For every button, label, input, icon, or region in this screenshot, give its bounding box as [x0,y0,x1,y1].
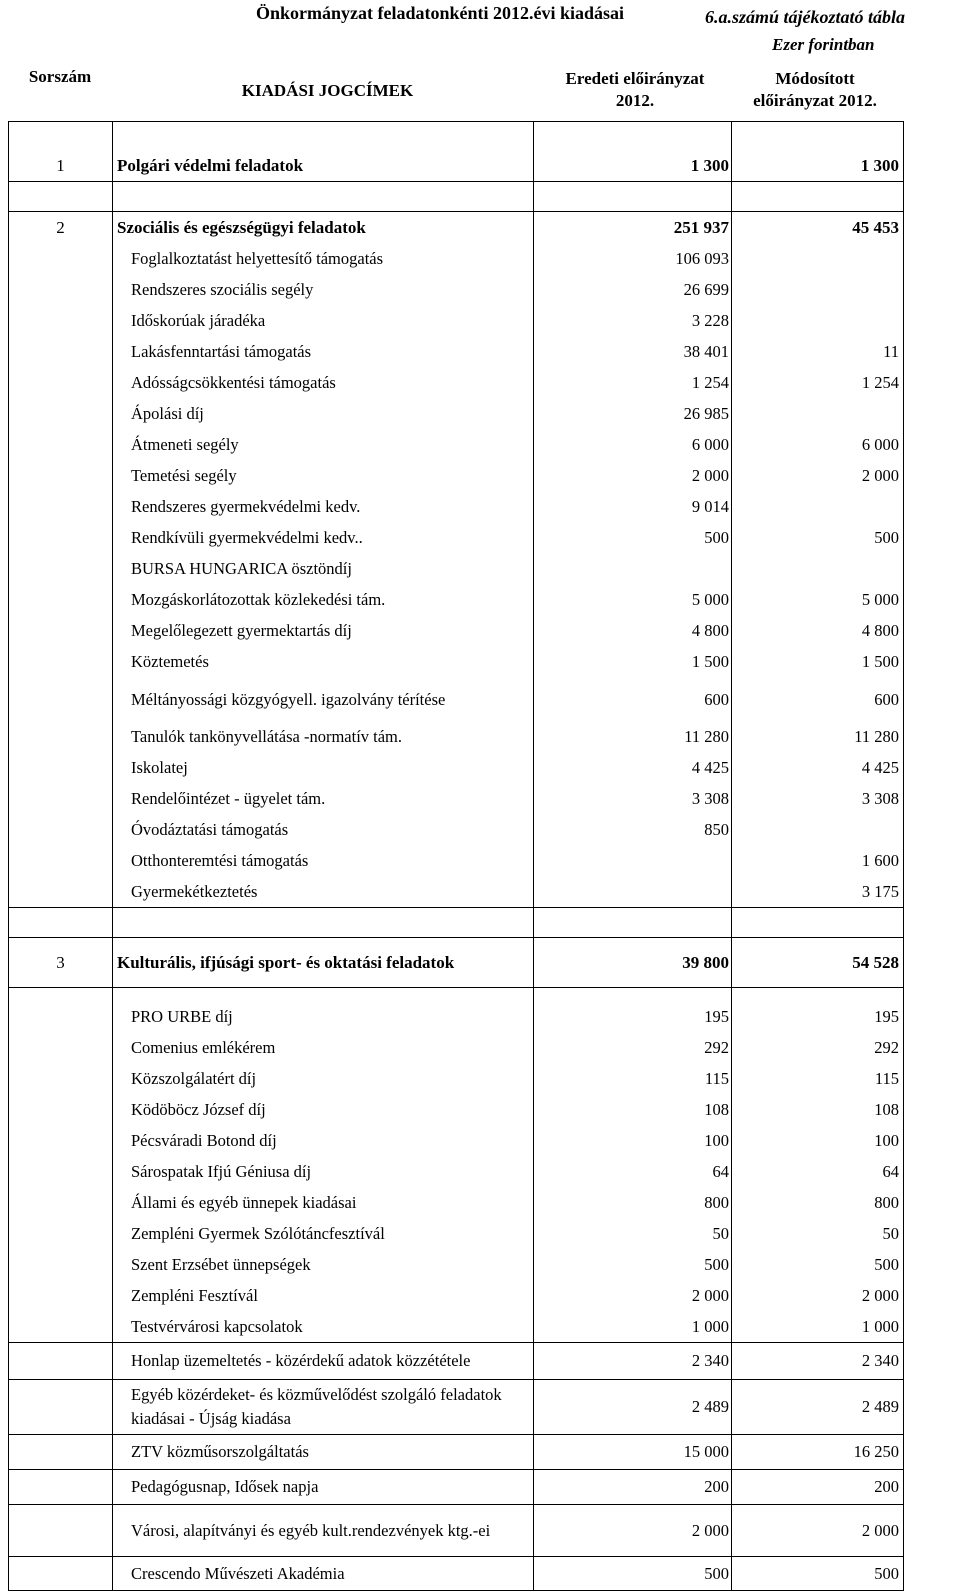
table-row [9,1343,904,1380]
table-row [9,1126,904,1157]
row-original: 3 308 [534,784,732,815]
row-label: Otthonteremtési támogatás [131,851,309,870]
table-row [9,152,904,182]
row-original: 500 [534,1557,732,1591]
table-row [9,585,904,616]
table-row [9,1312,904,1343]
col-header-modified-line2: előirányzat 2012. [753,91,877,110]
table-row [9,306,904,337]
table-row [9,399,904,430]
row-modified: 2 489 [732,1380,904,1435]
row-original: 1 300 [534,152,732,182]
row-original: 26 985 [534,399,732,430]
table-row [9,877,904,908]
row-label: Köztemetés [131,652,209,671]
unit-label: Ezer forintban [772,35,875,54]
row-label: Polgári védelmi feladatok [117,156,304,176]
table-row [9,846,904,877]
row-label: Gyermekétkeztetés [131,881,258,901]
table-row [9,1002,904,1033]
row-modified: 800 [732,1188,904,1219]
row-modified: 11 [732,337,904,368]
expenditure-table [8,121,904,1591]
table-row [9,1095,904,1126]
row-modified: 1 254 [732,368,904,399]
row-label: Crescendo Művészeti Akadémia [113,1557,534,1591]
row-number: 1 [9,152,113,182]
table-row [9,554,904,585]
row-modified: 1 300 [732,152,904,182]
table-row [9,461,904,492]
col-header-original [540,68,730,112]
row-original: 64 [534,1157,732,1188]
row-modified: 108 [732,1095,904,1126]
row-label: Tanulók tankönyvellátása -normatív tám. [131,727,403,746]
row-label: Iskolatej [131,758,188,777]
row-original: 2 000 [534,1281,732,1312]
row-modified [732,554,904,585]
row-original: 26 699 [534,275,732,306]
row-label: Honlap üzemeltetés - közérdekű adatok közzététele [113,1343,534,1380]
col-header-name: KIADÁSI JOGCÍMEK [241,81,414,100]
table-row [9,523,904,554]
table-row [9,1188,904,1219]
row-label: Egyéb közérdeket- és közművelődést szolgáló feladatok kiadásai - Újság kiadása [113,1380,534,1435]
row-original [534,554,732,585]
row-modified: 54 528 [732,938,904,988]
row-original: 108 [534,1095,732,1126]
row-label: Foglalkoztatást helyettesítő támogatás [131,249,384,268]
row-original: 2 489 [534,1380,732,1435]
row-label: Rendszeres gyermekvédelmi kedv. [131,497,361,516]
table-row [9,678,904,722]
row-modified: 6 000 [732,430,904,461]
row-original: 195 [534,1002,732,1033]
row-original: 4 800 [534,616,732,647]
row-original: 800 [534,1188,732,1219]
row-original: 38 401 [534,337,732,368]
page-title: Önkormányzat feladatonkénti 2012.évi kiadásai [256,3,625,23]
row-original: 9 014 [534,492,732,523]
row-label: Rendelőintézet - ügyelet tám. [131,789,326,808]
row-modified: 600 [732,678,904,722]
row-label: Kulturális, ifjúsági sport- és oktatási feladatok [113,938,534,988]
table-row [9,938,904,988]
row-modified: 500 [732,1250,904,1281]
row-original: 1 000 [534,1312,732,1343]
row-modified [732,815,904,846]
row-label: Sárospatak Ifjú Géniusa díj [131,1162,312,1181]
row-label: Városi, alapítványi és egyéb kult.rendezvények ktg.-ei [113,1505,534,1557]
row-modified: 50 [732,1219,904,1250]
row-original: 4 425 [534,753,732,784]
row-original: 3 228 [534,306,732,337]
table-row [9,212,904,244]
row-label: Rendkívüli gyermekvédelmi kedv.. [131,528,363,547]
row-label: BURSA HUNGARICA ösztöndíj [131,559,352,578]
row-modified: 500 [732,1557,904,1591]
table-row [9,430,904,461]
row-original: 39 800 [534,938,732,988]
row-modified: 1 000 [732,1312,904,1343]
row-label: Ködöböcz József díj [131,1100,266,1119]
row-label: Időskorúak járadéka [131,311,266,330]
table-row [9,1505,904,1557]
table-row [9,1435,904,1470]
row-label: Pedagógusnap, Idősek napja [113,1470,534,1505]
row-original [534,877,732,908]
table-row [9,1250,904,1281]
row-original: 100 [534,1126,732,1157]
row-label: Mozgáskorlátozottak közlekedési tám. [131,590,386,609]
table-row [9,753,904,784]
table-row [9,368,904,399]
row-label: Méltányossági közgyógyell. igazolvány térítése [131,689,446,709]
table-row [9,784,904,815]
row-original: 106 093 [534,244,732,275]
table-row [9,1157,904,1188]
row-modified [732,275,904,306]
table-row [9,647,904,678]
row-modified: 11 280 [732,722,904,753]
row-original: 2 000 [534,1505,732,1557]
row-original: 1 254 [534,368,732,399]
row-label: Közszolgálatért díj [131,1069,257,1088]
row-modified [732,244,904,275]
row-modified: 2 000 [732,1505,904,1557]
row-modified: 195 [732,1002,904,1033]
col-header-modified [730,68,900,112]
row-modified: 16 250 [732,1435,904,1470]
row-modified: 115 [732,1064,904,1095]
table-row [9,1033,904,1064]
row-label: Szociális és egészségügyi feladatok [113,212,534,244]
row-modified: 100 [732,1126,904,1157]
row-original: 292 [534,1033,732,1064]
table-row [9,275,904,306]
row-modified: 3 175 [732,877,904,908]
row-modified: 4 800 [732,616,904,647]
row-label: Zempléni Fesztívál [131,1286,258,1305]
table-row [9,815,904,846]
col-header-original-line2: 2012. [615,91,655,110]
row-original: 11 280 [534,722,732,753]
row-modified [732,306,904,337]
table-row [9,1064,904,1095]
row-modified: 2 000 [732,1281,904,1312]
table-reference: 6.a.számú tájékoztató tábla [705,7,906,27]
table-row [9,337,904,368]
row-label: Zempléni Gyermek Szólótáncfesztívál [131,1224,385,1243]
row-original: 115 [534,1064,732,1095]
table-row [9,1380,904,1435]
row-label: Adósságcsökkentési támogatás [131,373,336,392]
row-modified: 1 600 [732,846,904,877]
table-row [9,1219,904,1250]
row-modified: 200 [732,1470,904,1505]
row-modified: 1 500 [732,647,904,678]
row-original: 500 [534,1250,732,1281]
table-row [9,1281,904,1312]
row-number: 3 [9,938,113,988]
row-label: Óvodáztatási támogatás [131,820,289,839]
row-label: Megelőlegezett gyermektartás díj [131,621,352,640]
row-original: 5 000 [534,585,732,616]
row-original: 15 000 [534,1435,732,1470]
row-label: Lakásfenntartási támogatás [131,342,312,361]
row-modified: 2 000 [732,461,904,492]
table-row [9,1470,904,1505]
row-label: Ápolási díj [131,404,204,423]
row-label: Temetési segély [131,466,237,485]
row-label: Rendszeres szociális segély [131,280,314,299]
col-header-original-line1: Eredeti előirányzat [565,69,705,88]
table-row [9,616,904,647]
row-label: Comenius emlékérem [131,1038,276,1057]
row-modified: 500 [732,523,904,554]
col-header-number: Sorszám [28,67,92,86]
row-label: Testvérvárosi kapcsolatok [131,1316,303,1336]
row-label: Pécsváradi Botond díj [131,1131,277,1150]
table-row [9,492,904,523]
row-label: Állami és egyéb ünnepek kiadásai [131,1193,357,1212]
row-label: ZTV közműsorszolgáltatás [113,1435,534,1470]
table-row [9,244,904,275]
row-original: 1 500 [534,647,732,678]
row-original: 2 000 [534,461,732,492]
table-row [9,1557,904,1591]
row-original: 600 [534,678,732,722]
row-original: 50 [534,1219,732,1250]
row-modified [732,492,904,523]
row-original: 850 [534,815,732,846]
row-modified: 5 000 [732,585,904,616]
row-original [534,846,732,877]
row-original: 2 340 [534,1343,732,1380]
row-original: 6 000 [534,430,732,461]
row-label: PRO URBE díj [131,1007,233,1026]
row-modified: 2 340 [732,1343,904,1380]
col-header-modified-line1: Módosított [775,69,855,88]
row-label: Szent Erzsébet ünnepségek [131,1255,311,1274]
row-modified: 45 453 [732,212,904,244]
table-row [9,722,904,753]
row-label: Átmeneti segély [131,435,239,454]
row-modified: 64 [732,1157,904,1188]
row-modified [732,399,904,430]
row-modified: 292 [732,1033,904,1064]
row-original: 251 937 [534,212,732,244]
row-number: 2 [9,212,113,244]
row-original: 200 [534,1470,732,1505]
row-original: 500 [534,523,732,554]
row-modified: 3 308 [732,784,904,815]
row-modified: 4 425 [732,753,904,784]
